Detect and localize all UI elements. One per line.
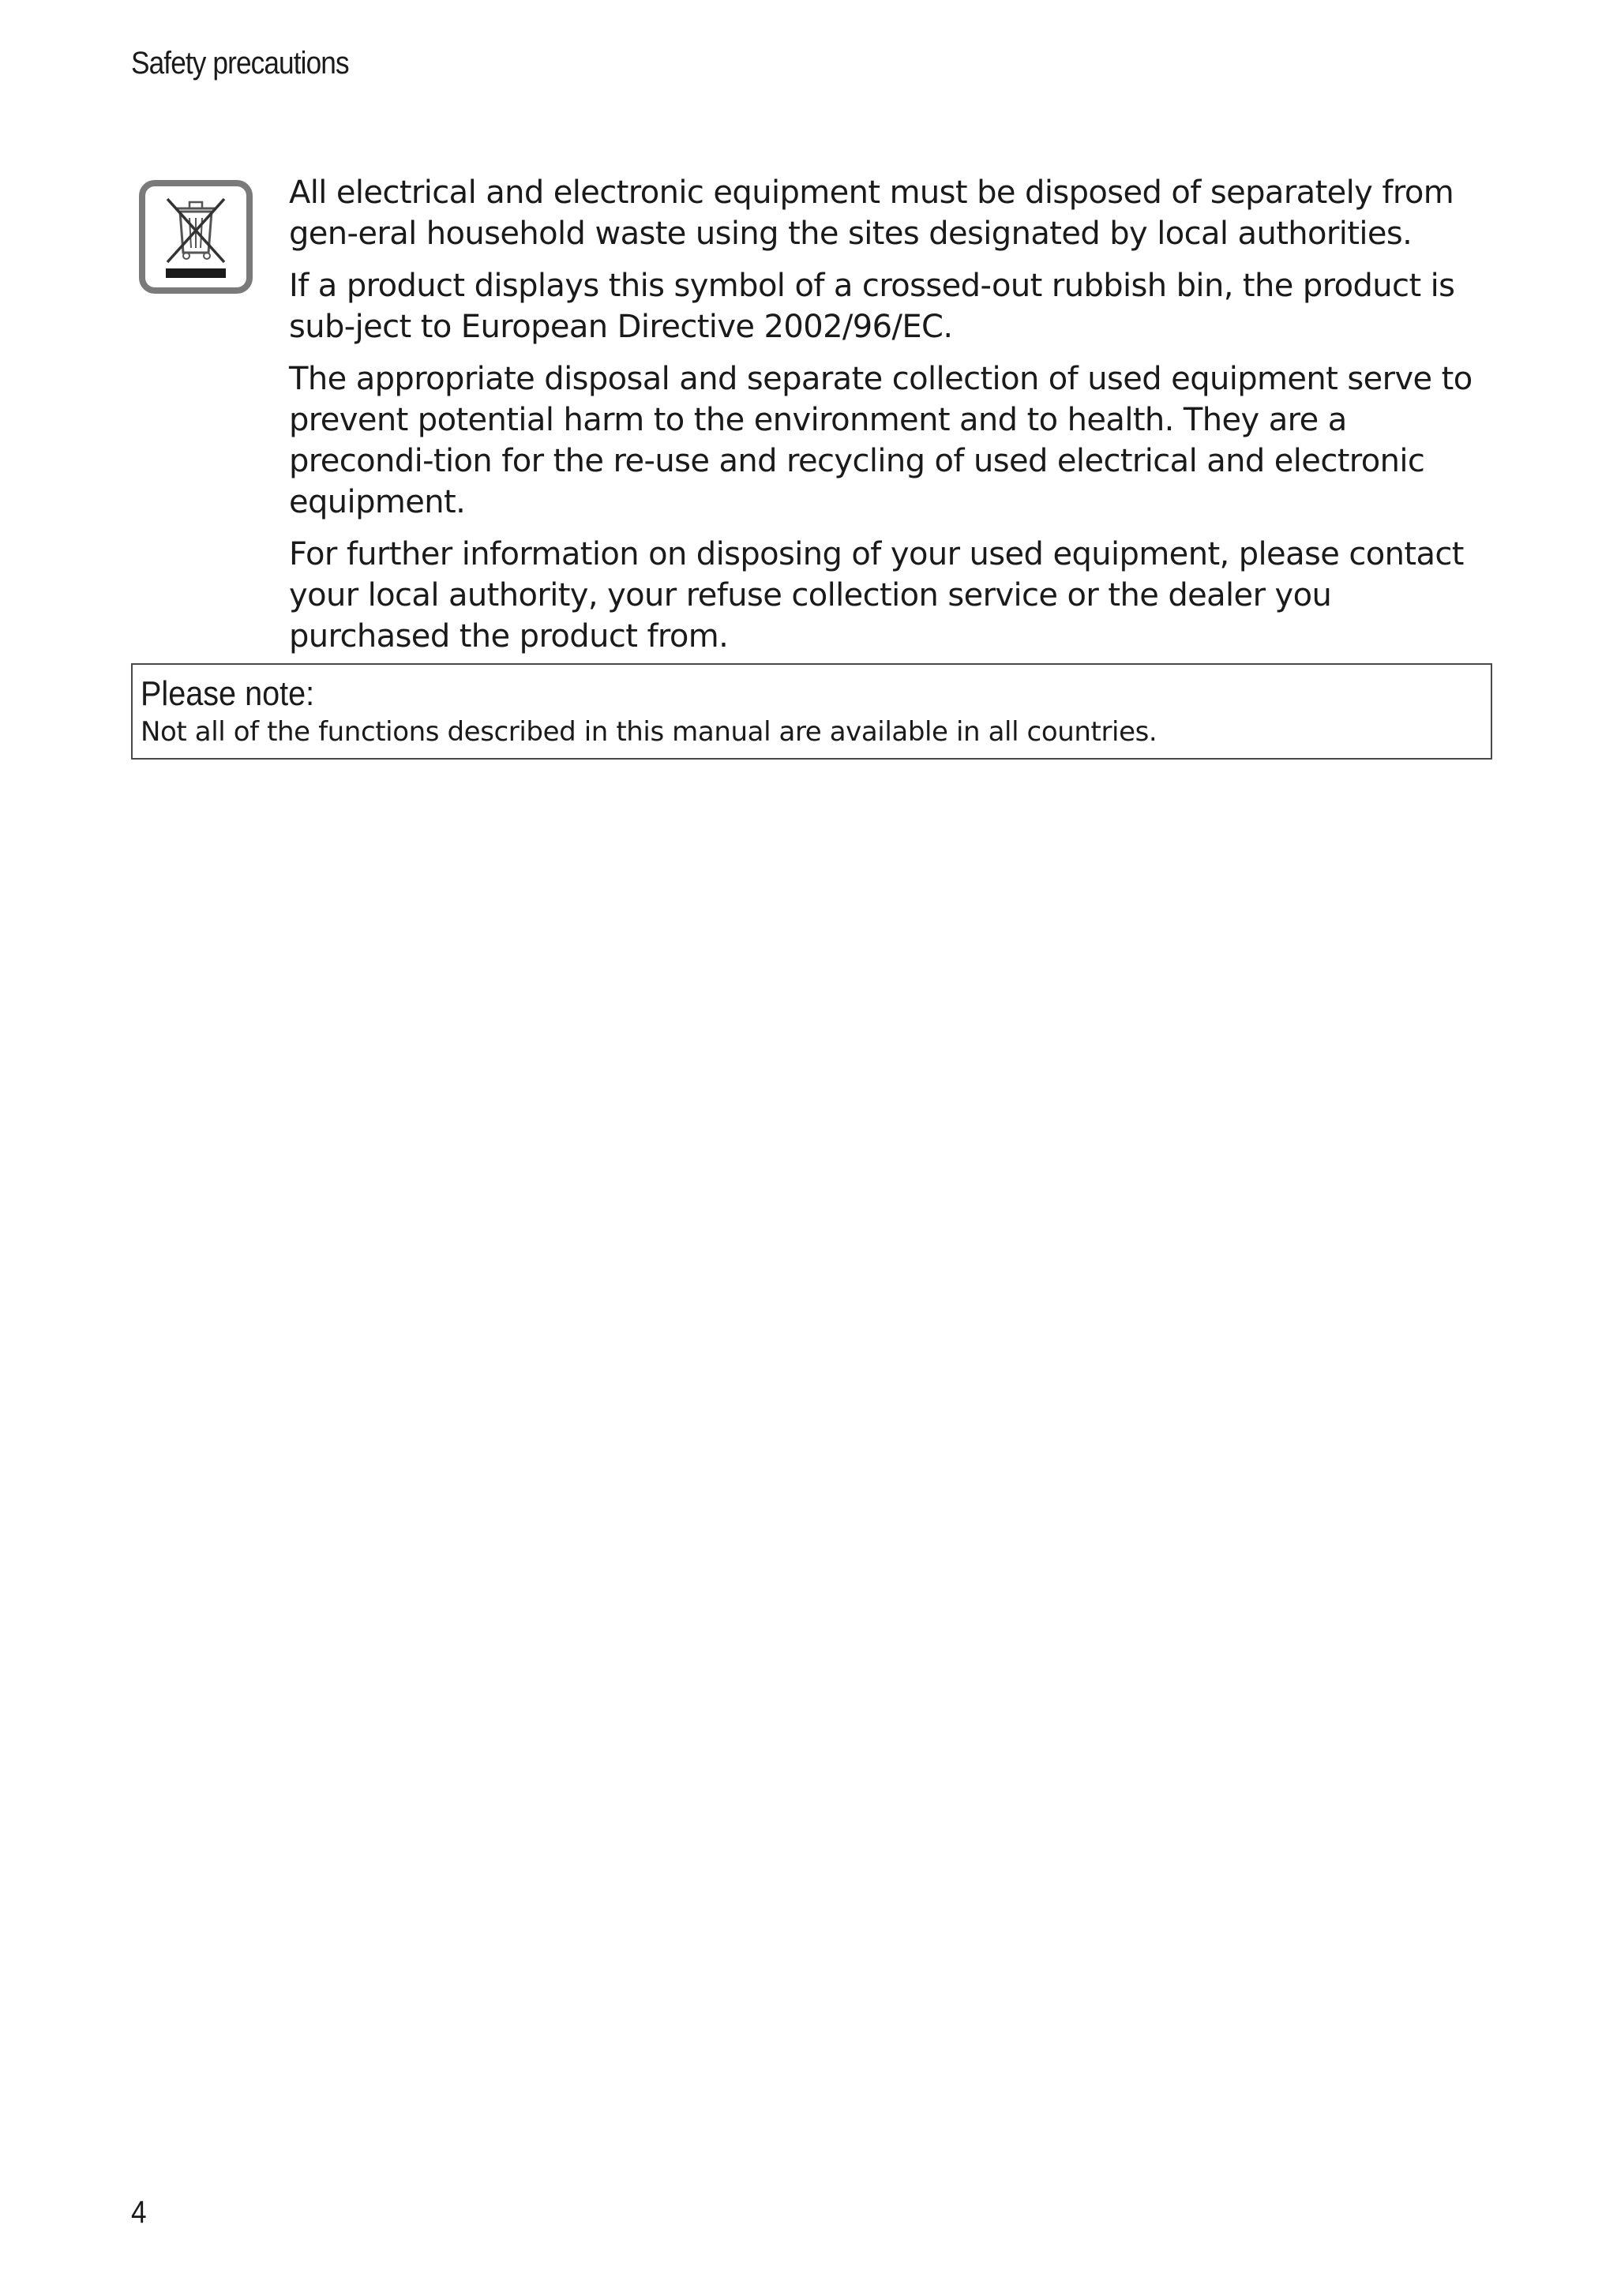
paragraph-directive: If a product displays this symbol of a crossed-out rubbish bin, the product is sub-ject to European Directive 2002/96/EC. xyxy=(289,268,1455,345)
paragraph-further-information: For further information on disposing of your used equipment, please contact your local authority, your refuse collection service or the dealer you purchased the product from. xyxy=(289,536,1464,655)
paragraph-separate-collection: The appropriate disposal and separate collection of used equipment serve to prevent potential harm to the environment and to health. They are a precondi-tion for the re-use and recycling of used electrical and electronic equipment. xyxy=(289,361,1473,520)
disposal-information xyxy=(289,172,1497,668)
paragraph-disposal-sites: All electrical and electronic equipment must be disposed of separately from gen-eral household waste using the sites designated by local authorities. xyxy=(289,174,1454,252)
page-header-title: Safety precautions xyxy=(131,46,349,81)
note-box xyxy=(131,663,1492,760)
page-number: 4 xyxy=(131,2195,147,2230)
crossed-out-rubbish-bin-icon xyxy=(139,180,253,294)
note-title: Please note: xyxy=(141,674,315,713)
note-text: Not all of the functions described in this manual are available in all countries. xyxy=(141,716,1157,748)
